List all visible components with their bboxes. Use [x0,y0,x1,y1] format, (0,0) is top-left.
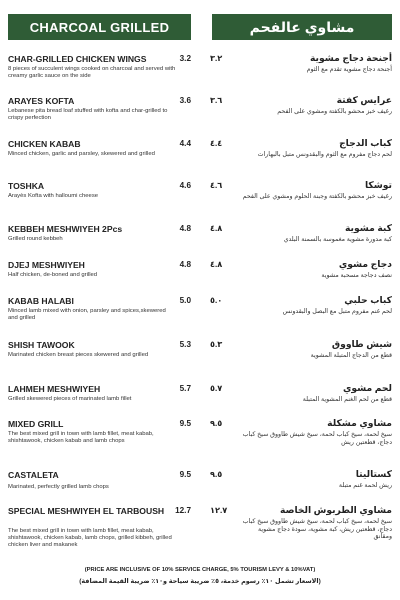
item-price-en: 4.8 [179,224,191,233]
item-description-en: Arayès Kofta with halloumi cheese [8,193,99,199]
item-price-en: 9.5 [179,419,191,428]
item-price-ar: ٣.٢ [210,54,223,63]
item-name-en: LAHMEH MESHWIYEH [8,384,101,394]
item-price-ar: ٤.٨ [210,224,223,233]
item-description-ar: كبة مدورة مشوية مغموسة بالسمنة البلدي [283,236,392,243]
item-price-en: 3.2 [179,54,191,63]
item-name-en: CASTALETA [8,470,59,480]
item-description-en: Minced lamb mixed with onion, parsley and spices,skewered and grilled [8,308,166,321]
item-name-ar: دجاج مشوي [338,259,392,269]
item-description-en: Grilled round kebbeh [8,236,63,242]
item-name-ar: كبة مشوية [344,223,392,233]
price-note-ar: (الاسعار تشمل ١٠٪ رسوم خدمة، ٥٪ ضريبة سياحة و١٠٪ ضريبة القيمة المضافة) [79,578,321,585]
item-name-ar: كستاليتا [355,469,392,479]
item-description-ar: أجنحة دجاج مشوية تقدم مع الثوم [306,66,392,73]
item-description-en: The best mixed grill in town with lamb fillet, meat kabab, shishtawook, chicken kabab, lamb chops, grilled kibbeh, grilled chicken liver and makanek [8,528,172,548]
item-name-ar: توشكا [364,180,392,190]
item-price-en: 4.8 [179,260,191,269]
item-price-en: 4.6 [179,181,191,190]
item-name-ar: شيش طاووق [331,339,392,349]
section-title-en: CHARCOAL GRILLED [8,14,191,40]
item-name-ar: مشاوي الطربوش الخاصة [280,505,392,515]
item-name-en: SPECIAL MESHWIYEH EL TARBOUSH [8,506,165,516]
item-description-en: Marinated chicken breast pieces skewered and grilled [8,352,149,358]
item-name-en: CHICKEN KABAB [8,139,81,149]
item-price-ar: ٩.٥ [210,419,223,428]
item-description-ar: قطع من لحم الغنم المشوية المتبلة [302,396,392,403]
item-name-ar: كباب حلبي [344,295,392,305]
item-price-en: 3.6 [179,96,191,105]
item-name-ar: عرايس كفتة [336,95,392,105]
item-description-ar: ريش لحمة غنم متبلة [338,482,392,489]
item-price-en: 5.0 [179,296,191,305]
item-price-ar: ٤.٨ [210,260,223,269]
item-price-en: 4.4 [179,139,191,148]
item-name-en: SHISH TAWOOK [8,340,75,350]
item-description-ar: سيخ لحمة، سيخ كباب لحمة، سيخ شيش طاووق سيخ كباب دجاج، قطعتين ريش، كبة مشوية، سودة دجاج مشوية ومقانق [242,518,392,540]
item-description-ar: رغيف خبز محشو بالكفتة ومشوي على الفحم [277,108,392,115]
item-description-en: Half chicken, de-boned and grilled [8,272,98,278]
item-name-ar: مشاوي مشكلة [327,418,392,428]
item-price-ar: ٤.٤ [210,139,223,148]
item-price-ar: ١٢.٧ [210,506,228,515]
item-description-en: Lebanese pita bread loaf stuffed with kofta and char-grilled to crispy perfection [8,108,168,121]
item-price-ar: ٤.٦ [210,181,223,190]
item-description-en: The best mixed grill in town with lamb fillet, meat kabab, shishtawook, chicken kabab and lamb chops [8,431,154,444]
item-description-ar: سيخ لحمة، سيخ كباب لحمة، سيخ شيش طاووق سيخ كباب دجاج، قطعتين ريش [242,431,392,446]
item-price-en: 5.7 [179,384,191,393]
item-description-en: Minced chicken, garlic and parsley, skewered and grilled [8,151,155,157]
price-note-en: (PRICE ARE INCLUSIVE OF 10% SERVICE CHARGE, 5% TOURISM LEVY & 10%VAT) [84,567,316,573]
item-description-ar: لحم دجاج مفروم مع الثوم والبقدونس متبل بالبهارات [257,151,392,158]
item-name-en: ARAYES KOFTA [8,96,75,106]
item-name-en: MIXED GRILL [8,419,64,429]
item-name-ar: كباب الدجاج [339,138,392,148]
item-price-ar: ٥.٣ [210,340,223,349]
section-title-ar: مشاوي عالفحم [212,14,392,40]
item-price-ar: ٥.٧ [210,384,223,393]
item-name-en: CHAR-GRILLED CHICKEN WINGS [8,54,147,64]
item-price-en: 5.3 [179,340,191,349]
item-price-ar: ٣.٦ [210,96,223,105]
item-description-ar: رغيف خبز محشو بالكفتة وجبنة الحلوم ومشوي على الفحم [242,193,392,200]
item-price-ar: ٩.٥ [210,470,223,479]
item-name-en: KEBBEH MESHWIYEH 2Pcs [8,224,123,234]
item-description-ar: قطع من الدجاج المتبلة المشوية [310,352,392,359]
item-name-en: DJEJ MESHWIYEH [8,260,85,270]
item-description-ar: نصف دجاجة مسحبة مشوية [321,272,392,279]
item-description-en: 8 pieces of succulent wings cooked on charcoal and served with creamy garlic sauce on the side [8,66,176,79]
item-name-ar: لحم مشوي [342,383,392,393]
item-name-en: TOSHKA [8,181,45,191]
item-name-en: KABAB HALABI [8,296,74,306]
item-description-en: Grilled skewered pieces of marinated lamb fillet [8,396,132,402]
item-description-en: Marinated, perfectly grilled lamb chops [8,484,109,490]
item-price-en: 12.7 [175,506,191,515]
item-description-ar: لحم غنم مفروم متبل مع البصل والبقدونس [282,308,392,315]
item-name-ar: أجنحة دجاج مشوية [309,53,392,63]
item-price-ar: ٥.٠ [210,296,223,305]
item-price-en: 9.5 [179,470,191,479]
